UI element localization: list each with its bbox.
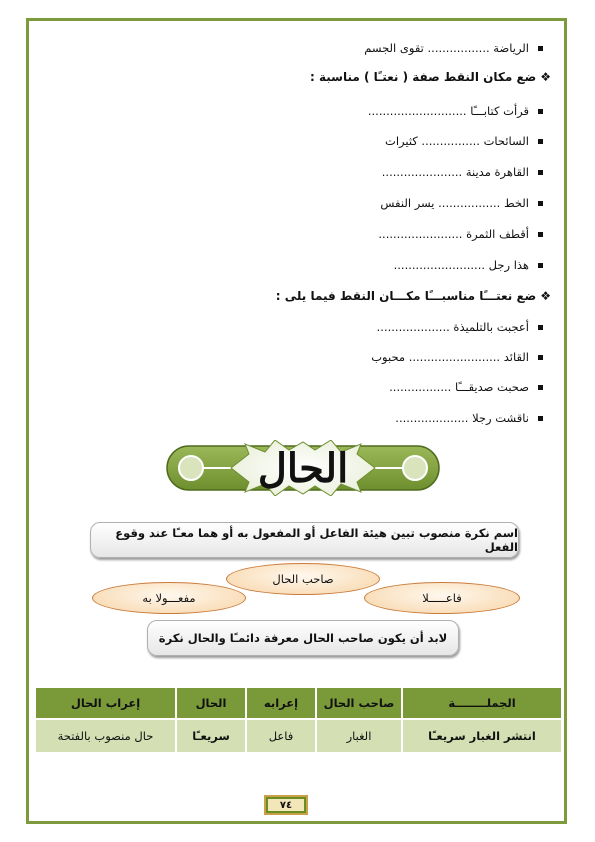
bullet-icon: [538, 201, 543, 206]
bullet-icon: [538, 139, 543, 144]
section1-heading: [310, 70, 551, 84]
exercise-text: قرأت كتابـــًا ...........................: [367, 104, 529, 118]
exercise-text: أقطف الثمرة .......................: [378, 227, 529, 241]
exercise-line: [378, 227, 543, 241]
star-bullet-icon: ❖: [540, 70, 551, 84]
title-banner: [165, 440, 441, 496]
exercise-text: ناقشت رجلا ....................: [395, 411, 529, 425]
exercise-line: [364, 41, 543, 55]
exercise-line: [389, 380, 543, 394]
exercise-text: القاهرة مدينة ......................: [381, 165, 529, 179]
bullet-icon: [538, 385, 543, 390]
exercise-line: [368, 104, 543, 118]
exercise-line: [395, 411, 543, 425]
example-table: [34, 688, 561, 752]
table-cell: سريعـًا: [176, 719, 246, 752]
exercise-text: القائد ......................... محبوب: [371, 350, 529, 364]
exercise-text: صحبت صديقـــًا .................: [389, 380, 529, 394]
exercise-text: الرياضة ................. تقوى الجسم: [364, 41, 529, 55]
table-cell: فاعل: [246, 719, 316, 752]
exercise-line: [385, 134, 543, 148]
table-row: [35, 719, 561, 752]
bullet-icon: [538, 263, 543, 268]
bullet-icon: [538, 109, 543, 114]
bullet-icon: [538, 416, 543, 421]
section1-heading-text: ضع مكان النقط صفة ( نعتـًا ) مناسبة :: [309, 70, 537, 84]
exercise-line: [377, 320, 543, 334]
exercise-text: الخط ................. يسر النفس: [380, 196, 529, 210]
table-header: الجملــــــــة: [402, 688, 561, 719]
table-header: إعراب الحال: [35, 688, 176, 719]
section2-heading: [276, 289, 551, 303]
page-number: ٧٤: [264, 795, 308, 815]
oval-subject: فاعـــــلا: [364, 582, 520, 614]
page-title: الحال: [257, 444, 349, 492]
star-bullet-icon: ❖: [540, 289, 551, 303]
exercise-text: أعجبت بالتلميذة ....................: [376, 320, 529, 334]
exercise-line: [382, 165, 543, 179]
exercise-line: [394, 258, 543, 272]
definition-box: اسم نكرة منصوب تبين هيئة الفاعل أو المفعول به أو هما معـًا عند وقوع الفعل: [90, 522, 519, 558]
bullet-icon: [538, 355, 543, 360]
table-header: صاحب الحال: [316, 688, 402, 719]
bullet-icon: [538, 232, 543, 237]
exercise-line: [380, 196, 543, 210]
table-cell: انتشر الغبار سريعـًا: [402, 719, 561, 752]
bullet-icon: [538, 170, 543, 175]
exercise-text: هذا رجل .........................: [393, 258, 529, 272]
table-cell: حال منصوب بالفتحة: [35, 719, 176, 752]
bullet-icon: [538, 325, 543, 330]
table-header: الحال: [176, 688, 246, 719]
table-header-row: [35, 688, 561, 719]
rule-box: لابد أن يكون صاحب الحال معرفة دائمـًا والحال نكرة: [147, 620, 459, 656]
table-header: إعرابه: [246, 688, 316, 719]
bullet-icon: [538, 46, 543, 51]
table-cell: الغبار: [316, 719, 402, 752]
oval-object: مفعـــولا به: [92, 582, 246, 614]
oval-owner: صاحب الحال: [226, 563, 380, 595]
exercise-text: السائحات ................ كثيرات: [385, 134, 529, 148]
exercise-line: [371, 350, 543, 364]
section2-heading-text: ضع نعتـــًا مناسبـــًا مكـــان النقط فيما يلى :: [275, 289, 537, 303]
